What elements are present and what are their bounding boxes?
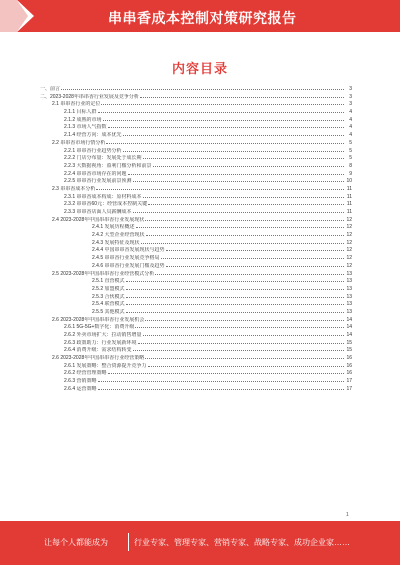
toc-entry-text: 2.2 串串香市场行情分析	[52, 139, 106, 146]
toc-entry-text: 2.4.4 中国串串香发展现状与趋势	[92, 247, 165, 254]
toc-entry[interactable]	[40, 163, 352, 171]
toc-entry[interactable]	[40, 347, 352, 355]
toc-entry-text: 2.6.3 营销策略	[64, 378, 97, 385]
toc-entry[interactable]	[40, 86, 352, 94]
toc-entry-text: 2.6.3 政策助力：行业发展新环境	[64, 339, 137, 346]
toc-entry[interactable]	[40, 324, 352, 332]
page-number: 1	[346, 512, 349, 518]
toc-entry[interactable]	[40, 132, 352, 140]
toc-entry-text: 2.6 2023-2028年中国串串香行业经营策略	[52, 355, 145, 362]
toc-entry[interactable]	[40, 332, 352, 340]
toc-entry[interactable]	[40, 178, 352, 186]
toc-entry-text: 2.3.1 串串香成本构成：原材料成本	[64, 193, 142, 200]
toc-leader-dots	[96, 189, 344, 190]
toc-entry-page: 10	[346, 178, 352, 185]
toc-entry-page: 5	[349, 155, 352, 162]
toc-entry[interactable]	[40, 148, 352, 156]
toc-leader-dots	[138, 343, 344, 344]
toc-leader-dots	[123, 135, 344, 136]
toc-entry-page: 9	[349, 170, 352, 177]
toc-leader-dots	[128, 174, 344, 175]
toc-entry-text: 2.5.1 直营模式	[92, 278, 125, 285]
toc-entry[interactable]	[40, 355, 352, 363]
toc-entry-page: 16	[346, 370, 352, 377]
toc-entry-page: 12	[346, 262, 352, 269]
toc-entry-page: 17	[346, 378, 352, 385]
toc-entry[interactable]	[40, 201, 352, 209]
toc-entry-page: 5	[349, 139, 352, 146]
toc-leader-dots	[108, 127, 344, 128]
toc-leader-dots	[126, 281, 344, 282]
toc-entry[interactable]	[40, 94, 352, 102]
toc-leader-dots	[143, 335, 344, 336]
toc-leader-dots	[123, 151, 344, 152]
toc-leader-dots	[136, 227, 344, 228]
toc-entry-page: 3	[349, 93, 352, 100]
toc-leader-dots	[101, 104, 344, 105]
toc-entry-page: 13	[346, 301, 352, 308]
toc-entry[interactable]	[40, 247, 352, 255]
toc-leader-dots	[106, 143, 344, 144]
toc-entry-page: 4	[349, 109, 352, 116]
toc-leader-dots	[126, 312, 344, 313]
toc-leader-dots	[141, 243, 344, 244]
toc-leader-dots	[155, 274, 344, 275]
toc-entry-page: 3	[349, 101, 352, 108]
toc-leader-dots	[145, 320, 344, 321]
toc-entry-text: 2.1.4 经营方向：成本优先	[64, 132, 122, 139]
toc-leader-dots	[166, 250, 344, 251]
toc-entry-text: 2.2.3 大数据视角：盈利门槛分析和前景	[64, 162, 152, 169]
toc-entry-page: 4	[349, 132, 352, 139]
toc-entry[interactable]	[40, 363, 352, 371]
toc-leader-dots	[98, 389, 344, 390]
toc-entry-text: 2.3.2 串串香60元：经营成本控制关键	[64, 201, 148, 208]
toc-entry-text: 2.2.5 串串香行业发展前景预测	[64, 178, 132, 185]
toc-entry-text: 2.5.3 合伙模式	[92, 293, 125, 300]
toc-leader-dots	[143, 197, 344, 198]
header-band	[0, 0, 400, 32]
toc-entry-page: 16	[346, 362, 352, 369]
document-title: 串串香成本控制对策研究报告	[108, 10, 297, 26]
toc-entry[interactable]	[40, 317, 352, 325]
toc-leader-dots	[103, 120, 344, 121]
toc-entry[interactable]	[40, 263, 352, 271]
toc-entry-page: 11	[346, 193, 352, 200]
toc-entry-text: 2.1 串串香行业的定位	[52, 101, 101, 108]
footer-divider	[128, 533, 129, 551]
toc-entry-page: 12	[346, 232, 352, 239]
toc-entry-page: 14	[346, 324, 352, 331]
toc-leader-dots	[61, 89, 344, 90]
toc-entry-page: 12	[346, 247, 352, 254]
toc-leader-dots	[140, 97, 344, 98]
toc-entry-text: 一、前言	[40, 86, 61, 92]
toc-entry-page: 12	[346, 255, 352, 262]
toc-leader-dots	[133, 350, 344, 351]
toc-entry[interactable]	[40, 255, 352, 263]
toc-entry-text: 二、2023-2028年串串香行业发展及竞争分析	[40, 93, 139, 100]
toc-leader-dots	[133, 212, 344, 213]
toc-leader-dots	[98, 112, 344, 113]
toc-entry-page: 11	[346, 185, 352, 192]
toc-leader-dots	[148, 204, 344, 205]
toc-leader-dots	[108, 373, 344, 374]
toc-entry-text: 2.6 2023-2028年中国串串香行业发展机会	[52, 316, 145, 323]
toc-leader-dots	[153, 166, 344, 167]
toc-entry-text: 2.2.1 串串香行业趋势分析	[64, 147, 122, 154]
toc-entry-page: 15	[346, 339, 352, 346]
toc-entry[interactable]	[40, 140, 352, 148]
toc-entry-page: 13	[346, 270, 352, 277]
toc-entry[interactable]	[40, 370, 352, 378]
toc-entry[interactable]	[40, 117, 352, 125]
toc-entry-page: 13	[346, 278, 352, 285]
toc-leader-dots	[145, 220, 344, 221]
toc-entry-text: 2.6.2 外卖市场扩大：拉动销售增量	[64, 332, 142, 338]
toc-entry[interactable]	[40, 286, 352, 294]
toc-entry-text: 2.1.1 目标人群	[64, 109, 97, 116]
toc-leader-dots	[98, 381, 344, 382]
toc-leader-dots	[126, 297, 344, 298]
toc-entry-text: 2.4 2023-2028年中国串串香行业发展现状	[52, 216, 145, 223]
toc-leader-dots	[148, 366, 344, 367]
toc-entry[interactable]	[40, 240, 352, 248]
footer-slogan: 让每个人都能成为	[44, 538, 108, 547]
toc-leader-dots	[145, 358, 344, 359]
toc-entry-page: 17	[346, 385, 352, 392]
toc-leader-dots	[143, 158, 344, 159]
toc-entry-page: 3	[349, 86, 352, 92]
toc-entry-page: 4	[349, 124, 352, 131]
toc-entry[interactable]	[40, 386, 352, 394]
toc-entry-text: 2.1.2 成熟的市场	[64, 116, 102, 123]
toc-entry-text: 2.4.3 发展特征及现状	[92, 239, 140, 246]
toc-entry-page: 14	[346, 316, 352, 323]
toc-leader-dots	[161, 258, 344, 259]
toc-entry-page: 15	[346, 347, 352, 354]
toc-entry[interactable]	[40, 309, 352, 317]
toc-leader-dots	[146, 235, 344, 236]
toc-heading: 内容目录	[171, 61, 228, 76]
toc-entry[interactable]	[40, 232, 352, 240]
toc-entry[interactable]	[40, 224, 352, 232]
toc-leader-dots	[135, 327, 344, 328]
toc-entry-text: 2.4.6 串串香行业发展门槛及趋势	[92, 262, 165, 269]
table-of-contents	[40, 86, 352, 394]
toc-entry-page: 5	[349, 147, 352, 154]
toc-entry-text: 2.5 2023-2028年中国串串香行业经营模式分析	[52, 270, 155, 277]
toc-entry-page: 4	[349, 116, 352, 123]
toc-entry-page: 12	[346, 239, 352, 246]
toc-leader-dots	[126, 304, 344, 305]
toc-entry-page: 13	[346, 308, 352, 315]
toc-entry-text: 2.6.2 经营管理策略	[64, 370, 107, 377]
toc-entry[interactable]	[40, 194, 352, 202]
toc-entry-page: 11	[346, 209, 352, 215]
toc-entry-page: 11	[346, 201, 352, 208]
toc-entry-page: 16	[346, 355, 352, 362]
toc-entry-text: 2.6.4 消费升级：需求结构转变	[64, 347, 132, 354]
toc-entry[interactable]	[40, 294, 352, 302]
toc-entry[interactable]	[40, 209, 352, 217]
toc-entry[interactable]	[40, 109, 352, 117]
footer-roles: 行业专家、管理专家、营销专家、战略专家、成功企业家……	[134, 538, 350, 547]
toc-entry[interactable]	[40, 124, 352, 132]
toc-entry[interactable]	[40, 155, 352, 163]
toc-entry[interactable]	[40, 186, 352, 194]
toc-entry-text: 2.4.2 大型企业经营现状	[92, 232, 145, 239]
toc-leader-dots	[126, 289, 344, 290]
toc-entry-text: 2.2.2 门店分布量：发展处于成长期	[64, 155, 142, 162]
toc-entry-page: 13	[346, 293, 352, 300]
toc-entry-text: 2.3.3 串串香店面人员薪酬成本	[64, 209, 132, 215]
toc-entry[interactable]	[40, 340, 352, 348]
footer-band	[0, 521, 400, 565]
toc-entry-text: 2.3 串串香成本分析	[52, 185, 96, 192]
toc-entry-page: 12	[346, 224, 352, 231]
toc-entry-text: 2.5.5 其他模式	[92, 308, 125, 315]
toc-entry-text: 2.2.4 串串香市场存在的问题	[64, 170, 127, 177]
toc-entry-text: 2.5.4 联营模式	[92, 301, 125, 308]
toc-entry-text: 2.4.1 发展历程概述	[92, 224, 135, 231]
toc-entry-text: 2.6.1 发展策略：整合资源提升竞争力	[64, 362, 147, 369]
toc-entry[interactable]	[40, 217, 352, 225]
toc-entry-page: 13	[346, 285, 352, 292]
toc-entry-page: 12	[346, 216, 352, 223]
toc-entry-text: 2.6.1 5G-5G+数字化：消费升级	[64, 324, 135, 331]
toc-entry-text: 2.1.3 市场人气指数	[64, 124, 107, 131]
toc-entry-page: 8	[349, 162, 352, 169]
toc-leader-dots	[166, 266, 344, 267]
toc-entry-text: 2.6.4 运营策略	[64, 385, 97, 392]
toc-entry[interactable]	[40, 271, 352, 279]
toc-entry[interactable]	[40, 101, 352, 109]
toc-entry[interactable]	[40, 278, 352, 286]
toc-entry-text: 2.4.5 串串香行业发展竞争格局	[92, 255, 160, 262]
toc-entry[interactable]	[40, 171, 352, 179]
toc-entry-text: 2.5.2 加盟模式	[92, 285, 125, 292]
toc-leader-dots	[133, 181, 344, 182]
toc-entry-page: 14	[346, 332, 352, 338]
toc-entry[interactable]	[40, 301, 352, 309]
toc-entry[interactable]	[40, 378, 352, 386]
